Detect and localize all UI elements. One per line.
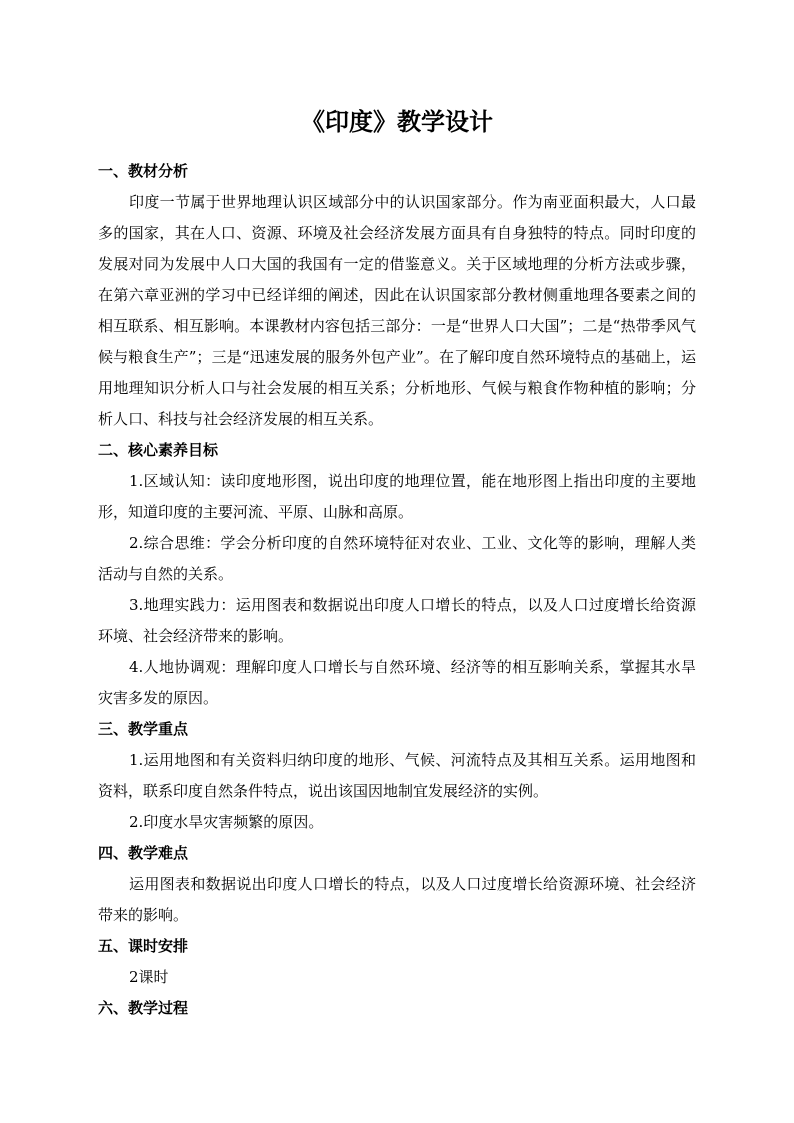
section-paragraph: 2.印度水旱灾害频繁的原因。 <box>129 813 324 831</box>
section-heading-core-goals: 二、核心素养目标 <box>98 441 219 459</box>
section-heading-textbook-analysis: 一、教材分析 <box>98 162 189 180</box>
document-body <box>98 156 696 1024</box>
section-heading-key-points: 三、教学重点 <box>98 720 189 738</box>
section-paragraph: 2.综合思维：学会分析印度的自然环境特征对农业、工业、文化等的影响，理解人类活动与自然的关系。 <box>98 534 696 583</box>
document-title: 《印度》教学设计 <box>301 107 493 136</box>
section-paragraph: 印度一节属于世界地理认识区域部分中的认识国家部分。作为南亚面积最大，人口最多的国家，其在人口、资源、环境及社会经济发展方面具有自身独特的特点。同时印度的发展对同为发展中人口大国的我国有一定的借鉴意义。关于区域地理的分析方法或步骤，在第六章亚洲的学习中已经详细的阐述，因此在认识国家部分教材侧重地理各要素之间的相互联系、相互影响。本课教材内容包括三部分：一是“世界人口大国”；二是“热带季风气候与粮食生产”；三是“迅速发展的服务外包产业”。在了解印度自然环境特点的基础上，运用地理知识分析人口与社会发展的相互关系；分析地形、气候与粮食作物种植的影响；分析人口、科技与社会经济发展的相互关系。 <box>98 193 696 428</box>
section-paragraph: 1.区域认知：读印度地形图，说出印度的地理位置，能在地形图上指出印度的主要地形，知道印度的主要河流、平原、山脉和高原。 <box>98 472 696 521</box>
section-paragraph: 运用图表和数据说出印度人口增长的特点，以及人口过度增长给资源环境、社会经济带来的影响。 <box>98 875 696 924</box>
section-paragraph: 3.地理实践力：运用图表和数据说出印度人口增长的特点，以及人口过度增长给资源环境、社会经济带来的影响。 <box>98 596 696 645</box>
section-paragraph: 4.人地协调观：理解印度人口增长与自然环境、经济等的相互影响关系，掌握其水旱灾害多发的原因。 <box>98 658 696 707</box>
section-heading-schedule: 五、课时安排 <box>98 937 189 955</box>
section-paragraph: 2课时 <box>129 968 169 986</box>
section-heading-difficulties: 四、教学难点 <box>98 844 189 862</box>
section-heading-process: 六、教学过程 <box>98 999 189 1017</box>
section-paragraph: 1.运用地图和有关资料归纳印度的地形、气候、河流特点及其相互关系。运用地图和资料，联系印度自然条件特点，说出该国因地制宜发展经济的实例。 <box>98 751 696 800</box>
